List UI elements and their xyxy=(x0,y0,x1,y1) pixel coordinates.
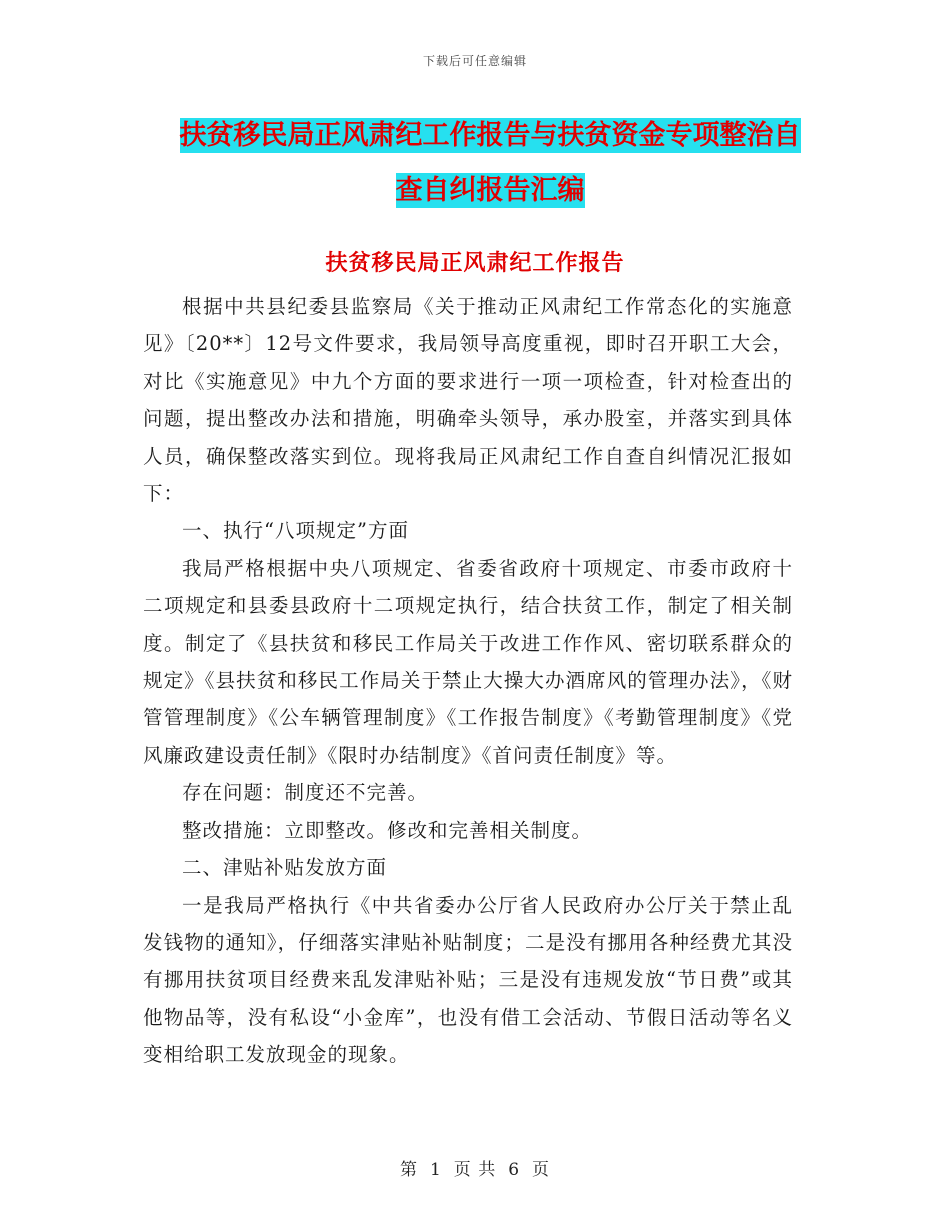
paragraph: 根据中共县纪委县监察局《关于推动正风肃纪工作常态化的实施意见》〔20**〕12号文件要求，我局领导高度重视，即时召开职工大会，对比《实施意见》中九个方面的要求进行一项一项检查，针对检查出的问题，提出整改办法和措施，明确牵头领导，承办股室，并落实到具体人员，确保整改落实到位。现将我局正风肃纪工作自查自纠情况汇报如下： xyxy=(143,295,793,506)
footer-prefix: 第 xyxy=(399,1160,418,1180)
title-line-2: 查自纠报告汇编 xyxy=(395,175,585,206)
paragraph: 存在问题：制度还不完善。 xyxy=(182,781,429,805)
paragraph: 我局严格根据中央八项规定、省委省政府十项规定、市委市政府十二项规定和县委县政府十二项规定执行，结合扶贫工作，制定了相关制度。制定了《县扶贫和移民工作局关于改进工作作风、密切联系群众的规定》《县扶贫和移民工作局关于禁止大操大办酒席风的管理办法》，《财管管理制度》《公车辆管理制度》《工作报告制度》《考勤管理制度》《党风廉政建设责任制》《限时办结制度》《首问责任制度》等。 xyxy=(143,556,793,767)
page-footer xyxy=(0,1155,950,1180)
page-number: 1 xyxy=(429,1160,442,1180)
document-title xyxy=(150,108,830,218)
section-title: 扶贫移民局正风肃纪工作报告 xyxy=(325,251,625,276)
paragraph: 一是我局严格执行《中共省委办公厅省人民政府办公厅关于禁止乱发钱物的通知》，仔细落实津贴补贴制度；二是没有挪用各种经费尤其没有挪用扶贫项目经费来乱发津贴补贴；三是没有违规发放“节日费”或其他物品等，没有私设“小金库”，也没有借工会活动、节假日活动等名义变相给职工发放现金的现象。 xyxy=(143,893,793,1067)
paragraph: 整改措施：立即整改。修改和完善相关制度。 xyxy=(182,818,593,842)
page-total: 6 xyxy=(508,1160,521,1180)
header-note: 下载后可任意编辑 xyxy=(422,54,527,68)
footer-suffix: 页 xyxy=(532,1160,551,1180)
subheading: 二、津贴补贴发放方面 xyxy=(182,856,388,880)
body-text xyxy=(143,288,793,1074)
title-line-1: 扶贫移民局正风肃纪工作报告与扶贫资金专项整治自 xyxy=(179,120,801,151)
subheading: 一、执行“八项规定”方面 xyxy=(182,519,409,543)
footer-mid: 页 共 xyxy=(453,1160,497,1180)
